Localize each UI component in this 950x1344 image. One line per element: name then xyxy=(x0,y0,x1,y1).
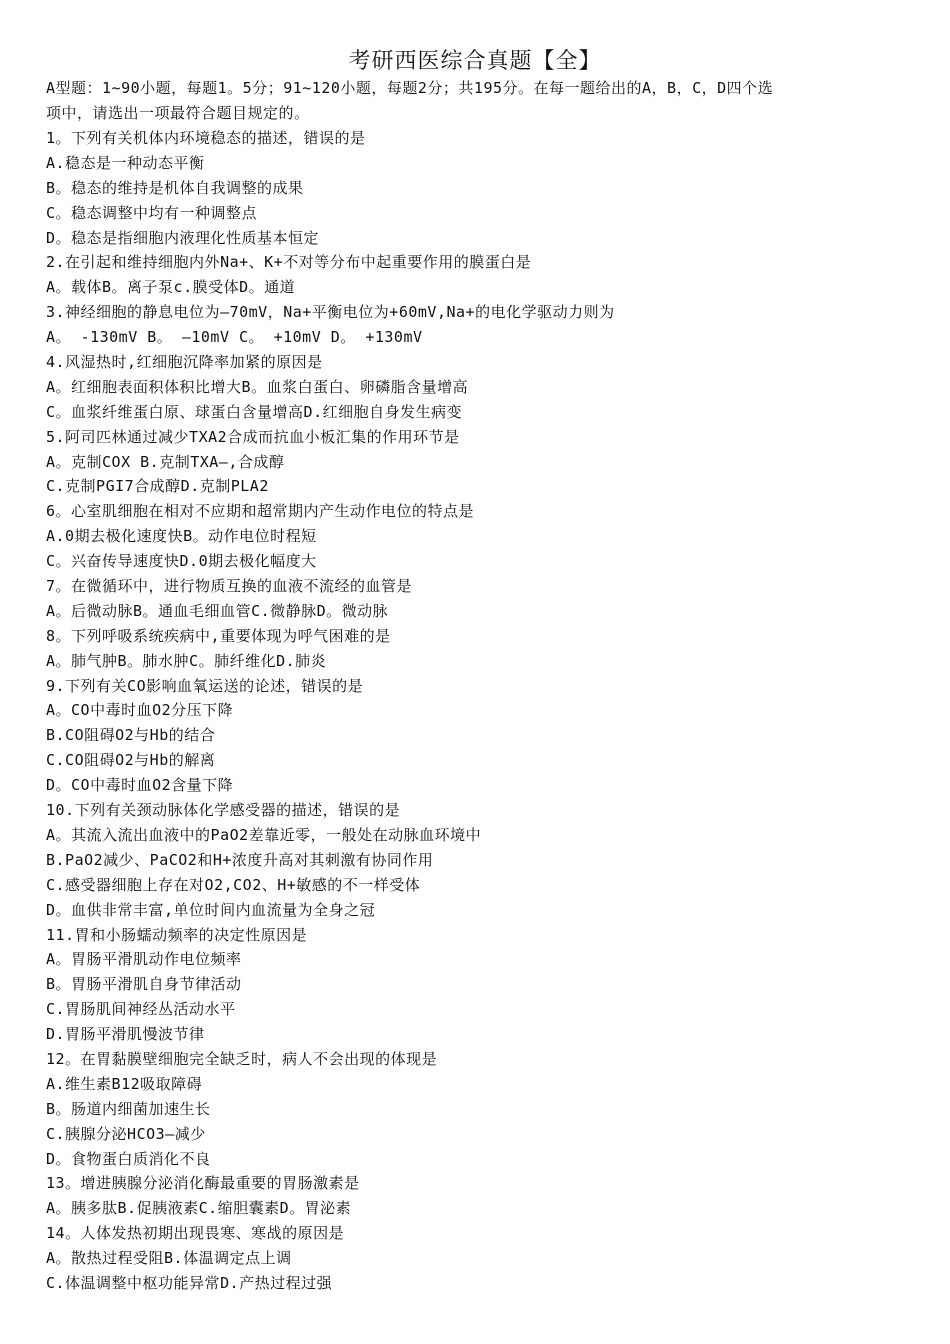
answer-options: B。稳态的维持是机体自我调整的成果 xyxy=(46,178,304,197)
question-text: 3.神经细胞的静息电位为—70mV，Na+平衡电位为+60mV,Na+的电化学驱动力则为 xyxy=(46,303,615,322)
answer-options: A。红细胞表面积体积比增大B。血浆白蛋白、卵磷脂含量增高 xyxy=(46,377,469,396)
question-text: 2.在引起和维持细胞内外Na+、K+不对等分布中起重要作用的膜蛋白是 xyxy=(46,253,532,272)
answer-options: B。肠道内细菌加速生长 xyxy=(46,1099,211,1118)
answer-options: D。食物蛋白质消化不良 xyxy=(46,1149,211,1168)
question-text: 13。增进胰腺分泌消化酶最重要的胃肠激素是 xyxy=(46,1174,360,1193)
answer-options: A。后微动脉B。通血毛细血管C.微静脉D。微动脉 xyxy=(46,601,389,620)
answer-options: D。稳态是指细胞内液理化性质基本恒定 xyxy=(46,228,320,247)
answer-options: A。 -130mV B。 —10mV C。 +10mV D。 +130mV xyxy=(46,328,423,347)
answer-options: C.克制PGI7合成醇D.克制PLA2 xyxy=(46,477,269,496)
answer-options: C.体温调整中枢功能异常D.产热过程过强 xyxy=(46,1273,333,1292)
answer-options: C.胰腺分泌HCO3—减少 xyxy=(46,1124,206,1143)
answer-options: A。CO中毒时血O2分压下降 xyxy=(46,701,234,720)
answer-options: C.CO阻碍O2与Hb的解离 xyxy=(46,751,216,770)
question-text: 4.风湿热时,红细胞沉降率加紧的原因是 xyxy=(46,353,323,372)
answer-options: D。血供非常丰富,单位时间内血流量为全身之冠 xyxy=(46,900,376,919)
answer-options: D。CO中毒时血O2含量下降 xyxy=(46,776,234,795)
answer-options: C。稳态调整中均有一种调整点 xyxy=(46,203,258,222)
answer-options: B.PaO2减少、PaCO2和H+浓度升高对其刺激有协同作用 xyxy=(46,850,434,869)
instruction-line: A型题：1~90小题，每题1。5分；91~120小题，每题2分；共195分。在每一题给出的A，B，C，D四个选 xyxy=(46,79,774,97)
answer-options: C。血浆纤维蛋白原、球蛋白含量增高D.红细胞自身发生病变 xyxy=(46,402,463,421)
exam-instructions xyxy=(46,76,916,126)
answer-options: A。其流入流出血液中的PaO2差靠近零，一般处在动脉血环境中 xyxy=(46,825,482,844)
answer-options: B。胃肠平滑肌自身节律活动 xyxy=(46,975,242,994)
question-text: 6。心室肌细胞在相对不应期和超常期内产生动作电位的特点是 xyxy=(46,502,475,521)
answer-options: A.0期去极化速度快B。动作电位时程短 xyxy=(46,527,317,546)
answer-options: A.维生素B12吸取障碍 xyxy=(46,1074,203,1093)
question-text: 14。人体发热初期出现畏寒、寒战的原因是 xyxy=(46,1224,345,1243)
answer-options: C.胃肠肌间神经丛活动水平 xyxy=(46,1000,236,1019)
question-text: 1。下列有关机体内环境稳态的描述，错误的是 xyxy=(46,129,366,147)
answer-options: A。载体B。离子泵c.膜受体D。通道 xyxy=(46,278,296,297)
question-text: 9.下列有关CO影响血氧运送的论述，错误的是 xyxy=(46,676,364,695)
question-text: 12。在胃黏膜壁细胞完全缺乏时，病人不会出现的体现是 xyxy=(46,1049,438,1068)
answer-options: D.胃肠平滑肌慢波节律 xyxy=(46,1025,205,1044)
question-text: 10.下列有关颈动脉体化学感受器的描述，错误的是 xyxy=(46,801,401,820)
answer-options: B.CO阻碍O2与Hb的结合 xyxy=(46,726,216,745)
question-text: 11.胃和小肠蠕动频率的决定性原因是 xyxy=(46,925,308,944)
answer-options: C.感受器细胞上存在对O2,CO2、H+敏感的不一样受体 xyxy=(46,875,421,894)
instruction-line: 项中，请选出一项最符合题目规定的。 xyxy=(46,104,310,122)
question-text: 8。下列呼吸系统疾病中,重要体现为呼气困难的是 xyxy=(46,626,391,645)
answer-options: A。胰多肽B.促胰液素C.缩胆囊素D。胃泌素 xyxy=(46,1199,352,1218)
document-title: 考研西医综合真题【全】 xyxy=(348,49,602,74)
answer-options: C。兴奋传导速度快D.0期去极化幅度大 xyxy=(46,552,317,571)
answer-options: A。克制COX B.克制TXA—,合成醇 xyxy=(46,452,285,471)
question-list xyxy=(46,126,916,1296)
question-text: 7。在微循环中，进行物质互换的血液不流经的血管是 xyxy=(46,577,413,596)
answer-options: A。肺气肿B。肺水肿C。肺纤维化D.肺炎 xyxy=(46,651,327,670)
answer-options: A。胃肠平滑肌动作电位频率 xyxy=(46,950,242,969)
question-text: 5.阿司匹林通过减少TXA2合成而抗血小板汇集的作用环节是 xyxy=(46,427,460,446)
answer-options: A.稳态是一种动态平衡 xyxy=(46,153,205,172)
answer-options: A。散热过程受阻B.体温调定点上调 xyxy=(46,1249,292,1268)
